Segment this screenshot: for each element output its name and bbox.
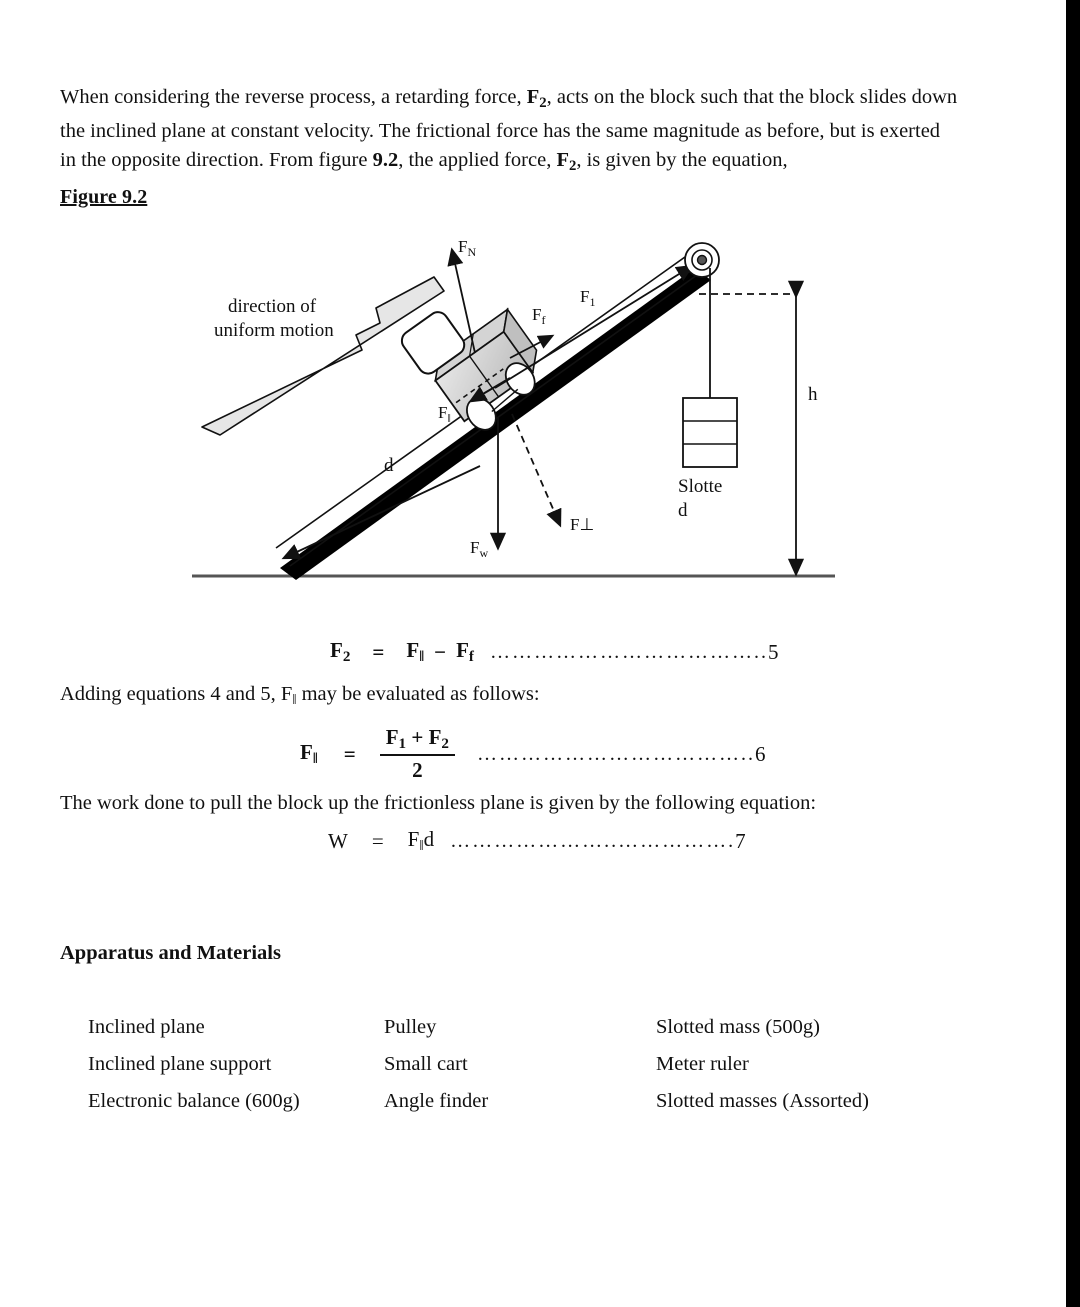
distance-d-label: d [384, 455, 394, 476]
apparatus-heading: Apparatus and Materials [60, 942, 281, 964]
adding-equations-line [60, 680, 540, 714]
plane-outline-lower [290, 270, 704, 566]
eq6-leader-dots: ……………………………….. [476, 742, 755, 765]
apparatus-item: Electronic balance (600g) [88, 1090, 300, 1112]
pulley-hub [698, 256, 707, 265]
equation-5 [330, 638, 778, 666]
perpendicular-force-label: F⊥ [570, 515, 595, 534]
apparatus-item: Meter ruler [656, 1053, 749, 1075]
weight-force-label: $F_w$ [470, 538, 489, 560]
intro-paragraph [60, 83, 960, 181]
equation-7 [328, 827, 746, 855]
page-edge-band [1066, 0, 1080, 1307]
force-f2-subscript-b: 2 [568, 157, 577, 174]
eq5-lhs: $F_2$ [330, 638, 351, 666]
eq5-term-2: $F_f$ [456, 638, 474, 666]
eq7-lhs: W [328, 828, 348, 853]
parallel-force-label: $F_‖$ [438, 403, 451, 425]
apparatus-row [88, 1016, 968, 1039]
equation-6 [300, 725, 765, 783]
applied-force-arrow [495, 266, 692, 388]
intro-text-2: , acts on the block such that the block slides down the inclined plane at constant velocity. The frictional force has the same magnitude as before, but is exerted in the opposite direction. From figure [60, 85, 958, 171]
adding-line-part1: Adding equations 4 and 5, F [60, 683, 293, 705]
applied-force-label: $F_1$ [580, 287, 596, 309]
adding-line-sub: ‖ [292, 692, 297, 709]
apparatus-list [88, 1016, 968, 1127]
slotted-mass-label-line2: d [678, 500, 688, 521]
distance-d-arrow [284, 466, 480, 558]
eq6-numerator: $F_1 + F_2$ [380, 725, 455, 756]
height-label: h [808, 384, 818, 405]
eq6-equals: = [343, 741, 356, 766]
apparatus-row [88, 1090, 968, 1113]
apparatus-item: Angle finder [384, 1090, 489, 1112]
apparatus-row [88, 1053, 968, 1076]
force-f2-symbol-a: F [526, 85, 540, 108]
eq6-denominator: 2 [412, 758, 423, 783]
apparatus-item: Slotted masses (Assorted) [656, 1090, 869, 1112]
eq5-number: 5 [767, 639, 779, 664]
eq5-operator: − [434, 639, 447, 664]
eq5-term-1: $F_‖$ [406, 638, 425, 666]
normal-force-label: $F_N$ [458, 237, 477, 259]
figure-caption: Figure 9.2 [60, 186, 148, 208]
figure-9-2-diagram [180, 228, 880, 593]
eq7-rhs: $F_‖d$ [407, 827, 435, 855]
apparatus-item: Pulley [384, 1016, 437, 1038]
intro-text-3: , the applied force, [398, 148, 557, 171]
apparatus-item: Inclined plane support [88, 1053, 272, 1075]
eq7-equals: = [371, 828, 384, 853]
eq7-leader-dots: …………………..……………. [450, 829, 736, 852]
work-done-line: The work done to pull the block up the frictionless plane is given by the following equation: [60, 792, 817, 814]
apparatus-item: Inclined plane [88, 1016, 205, 1038]
slotted-mass-label-line1: Slotte [678, 476, 723, 497]
apparatus-item: Slotted mass (500g) [656, 1016, 820, 1038]
eq5-leader-dots: ……………………………….. [489, 640, 768, 663]
force-f2-symbol-b: F [556, 148, 569, 171]
force-f2-subscript-a: 2 [539, 94, 547, 111]
direction-of-motion-label-line2: uniform motion [214, 320, 334, 341]
eq6-number: 6 [754, 741, 766, 766]
adding-line-part2: may be evaluated as follows: [296, 683, 540, 705]
slotted-mass-body [683, 398, 737, 467]
eq7-number: 7 [735, 828, 746, 853]
direction-of-motion-label-line1: direction of [228, 296, 317, 317]
eq5-equals: = [372, 639, 385, 664]
intro-text-1: When considering the reverse process, a retarding force, [60, 85, 527, 108]
eq6-lhs: $F_‖$ [300, 740, 318, 768]
perpendicular-force-arrow [512, 414, 560, 525]
friction-force-label: $F_f$ [532, 305, 546, 327]
intro-text-4: , is given by the equation, [576, 148, 788, 171]
apparatus-item: Small cart [384, 1053, 468, 1075]
eq6-fraction [380, 725, 455, 783]
figure-reference: 9.2 [372, 148, 399, 171]
